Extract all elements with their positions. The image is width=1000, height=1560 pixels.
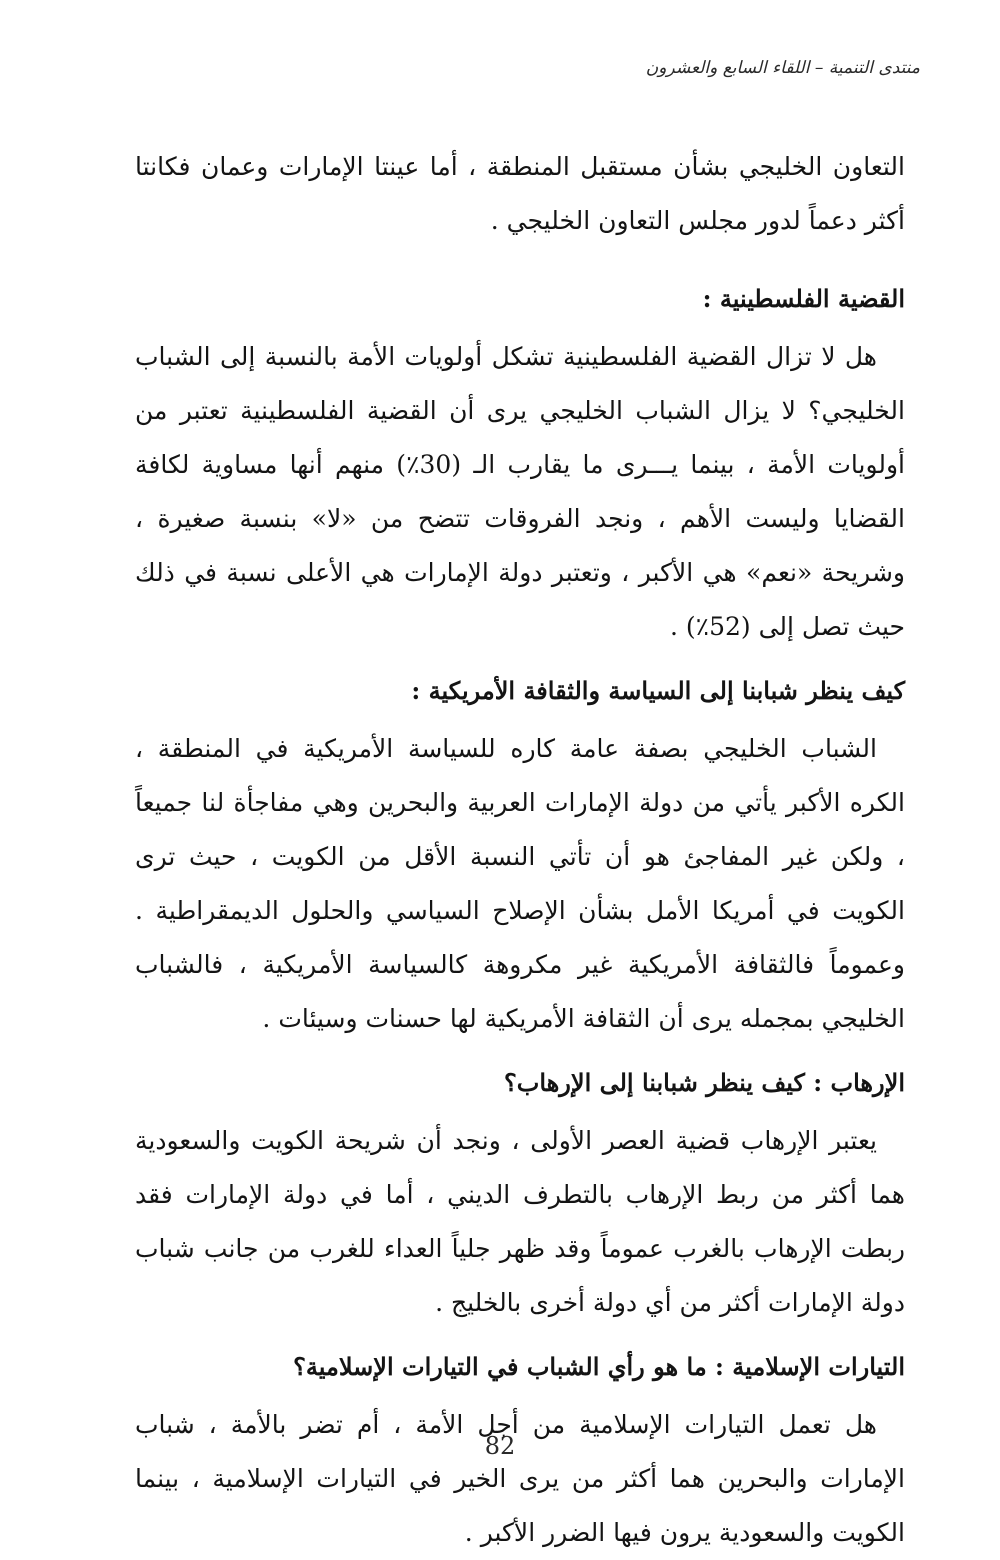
page-body [135,140,905,1560]
spacer [135,248,905,262]
running-header: منتدى التنمية – اللقاء السابع والعشرون [645,58,920,78]
heading-palestinian-issue: القضية الفلسطينية : [702,284,905,313]
heading-terrorism: الإرهاب : كيف ينظر شبابنا إلى الإرهاب؟ [504,1068,905,1097]
heading-islamic-currents: التيارات الإسلامية : ما هو رأي الشباب في التيارات الإسلامية؟ [293,1352,905,1381]
paragraph-gcc-continuation: التعاون الخليجي بشأن مستقبل المنطقة ، أما عينتا الإمارات وعمان فكانتا أكثر دعماً لدور مجلس التعاون الخليجي . [135,152,905,235]
paragraph-terrorism: يعتبر الإرهاب قضية العصر الأولى ، ونجد أن شريحة الكويت والسعودية هما أكثر من ربط الإرهاب بالتطرف الديني ، أما في دولة الإمارات فقد ربطت الإرهاب بالغرب عموماً وقد ظهر جلياً العداء للغرب من جانب شباب دولة الإمارات أكثر من أي دولة أخرى بالخليج . [135,1126,905,1317]
heading-american-policy-culture: كيف ينظر شبابنا إلى السياسة والثقافة الأمريكية : [411,676,905,705]
paragraph-islamic-currents: هل تعمل التيارات الإسلامية من أجل الأمة ، أم تضر بالأمة ، شباب الإمارات والبحرين هما أكثر من يرى الخير في التيارات الإسلامية ، بينما الكويت والسعودية يرون فيها الضرر الأكبر . [135,1410,905,1547]
page-number: 82 [484,1432,516,1460]
paragraph-palestinian-issue: هل لا تزال القضية الفلسطينية تشكل أولويات الأمة بالنسبة إلى الشباب الخليجي؟ لا يزال الشباب الخليجي يرى أن القضية الفلسطينية تعتبر من أولويات الأمة ، بينما يـــرى ما يقارب الـ (30٪) منهم أنها مساوية لكافة القضايا وليست الأهم ، ونجد الفروقات تتضح من «لا» بنسبة صغيرة ، وشريحة «نعم» هي الأكبر ، وتعتبر دولة الإمارات هي الأعلى نسبة في ذلك حيث تصل إلى (52٪) . [135,342,905,641]
paragraph-american-policy-culture: الشباب الخليجي بصفة عامة كاره للسياسة الأمريكية في المنطقة ، الكره الأكبر يأتي من دولة الإمارات العربية والبحرين وهي مفاجأة لنا جميعاً ، ولكن غير المفاجئ هو أن تأتي النسبة الأقل من الكويت ، حيث ترى الكويت في أمريكا الأمل بشأن الإصلاح السياسي والحلول الديمقراطية . وعموماً فالثقافة الأمريكية غير مكروهة كالسياسة الأمريكية ، فالشباب الخليجي بمجمله يرى أن الثقافة الأمريكية لها حسنات وسيئات . [135,734,905,1033]
